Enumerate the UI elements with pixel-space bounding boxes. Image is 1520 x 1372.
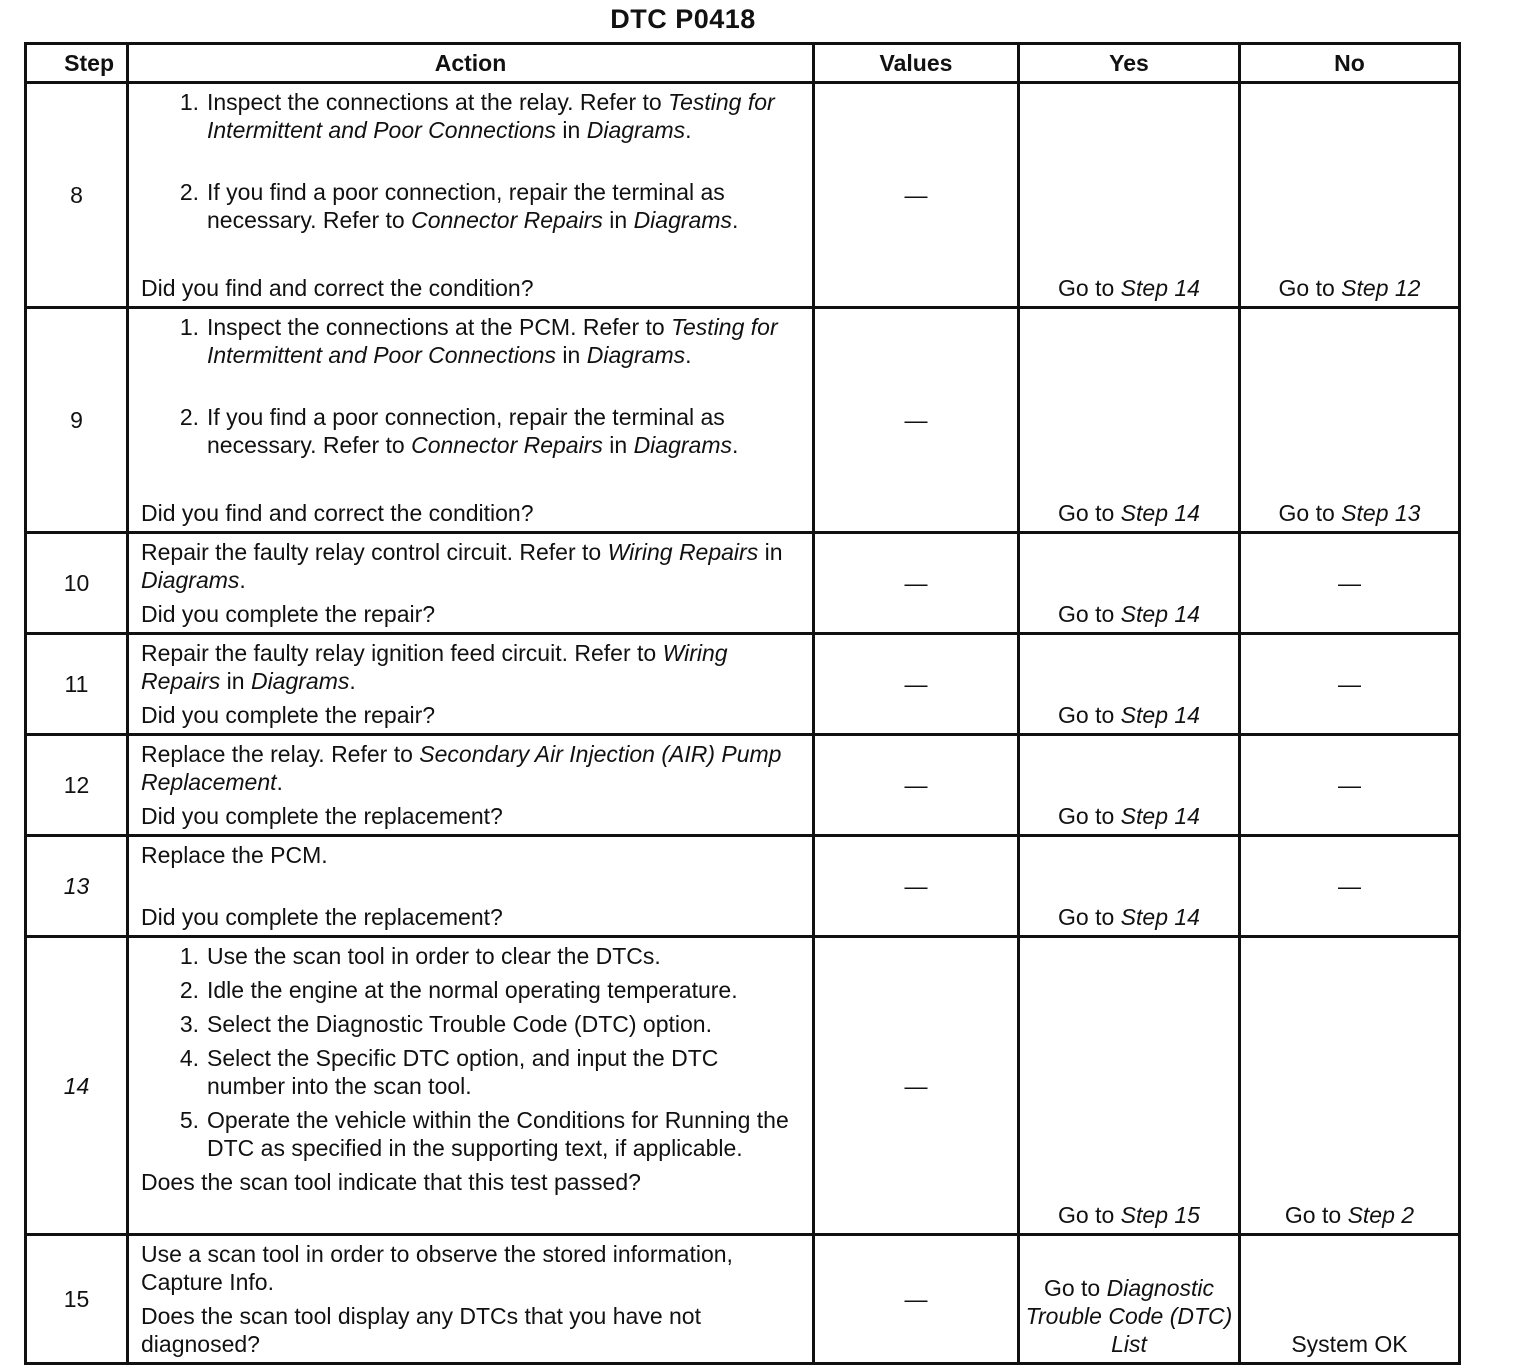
step-link: Step 14: [1120, 601, 1200, 627]
table-row: [26, 533, 1460, 634]
list-item: [141, 403, 800, 459]
step-number: 15: [26, 1235, 128, 1364]
yes-cell: Go to Step 14: [1019, 533, 1240, 634]
step-number: 9: [26, 308, 128, 533]
step-link: Step 12: [1341, 275, 1421, 301]
list-item: [141, 178, 800, 234]
values-cell: —: [814, 308, 1019, 533]
header-no: No: [1240, 44, 1460, 83]
action-cell: [128, 836, 814, 937]
list-text: Inspect the connections at the relay. Refer to Testing for Intermittent and Poor Connections in Diagrams.: [207, 89, 775, 143]
no-cell: System OK: [1240, 1235, 1460, 1364]
step-number: 8: [26, 83, 128, 308]
table-row: [26, 83, 1460, 308]
table-row: [26, 937, 1460, 1235]
list-text: Inspect the connections at the PCM. Refer to Testing for Intermittent and Poor Connections in Diagrams.: [207, 314, 778, 368]
action-cell: [128, 533, 814, 634]
list-item: [141, 88, 800, 144]
list-text: Operate the vehicle within the Conditions for Running the DTC as specified in the supporting text, if applicable.: [207, 1107, 789, 1161]
action-cell: [128, 634, 814, 735]
yes-cell: Go to Step 15: [1019, 937, 1240, 1235]
reference-link: Wiring Repairs: [607, 539, 759, 565]
step-link: Step 2: [1347, 1202, 1415, 1228]
action-cell: [128, 1235, 814, 1364]
page-title: DTC P0418: [610, 4, 756, 34]
list-number: 1.: [179, 314, 199, 340]
list-number: 1.: [179, 943, 199, 969]
action-text: Repair the faulty relay control circuit. Refer to Wiring Repairs in Diagrams.: [141, 539, 783, 593]
list-text: If you find a poor connection, repair the terminal as necessary. Refer to Connector Repairs in Diagrams.: [207, 179, 739, 233]
reference-link: Wiring Repairs: [141, 640, 728, 694]
question-text: Did you find and correct the condition?: [141, 500, 534, 526]
step-link: Step 14: [1120, 904, 1200, 930]
table-row: [26, 634, 1460, 735]
list-number: 3.: [179, 1011, 199, 1037]
yes-cell: Go to Step 14: [1019, 83, 1240, 308]
reference-link: Connector Repairs: [411, 432, 603, 458]
values-cell: —: [814, 533, 1019, 634]
values-cell: —: [814, 836, 1019, 937]
step-link: Step 14: [1120, 500, 1200, 526]
action-cell: [128, 937, 814, 1235]
step-number: 13: [26, 836, 128, 937]
action-cell: [128, 308, 814, 533]
list-number: 1.: [179, 89, 199, 115]
reference-link: Testing for Intermittent and Poor Connections: [207, 314, 778, 368]
list-item: [141, 1106, 800, 1162]
question-text: Did you complete the replacement?: [141, 904, 503, 930]
step-number: 12: [26, 735, 128, 836]
header-action: Action: [128, 44, 814, 83]
table-row: [26, 308, 1460, 533]
list-text: Use the scan tool in order to clear the DTCs.: [207, 943, 661, 969]
reference-link: Diagrams: [586, 117, 686, 143]
diagnostic-table: [24, 42, 1461, 1365]
list-item: [141, 1044, 800, 1100]
list-item: [141, 1010, 800, 1038]
list-text: If you find a poor connection, repair the terminal as necessary. Refer to Connector Repairs in Diagrams.: [207, 404, 739, 458]
list-item: [141, 976, 800, 1004]
values-cell: —: [814, 735, 1019, 836]
reference-link: Connector Repairs: [411, 207, 603, 233]
table-row: [26, 1235, 1460, 1364]
action-cell: [128, 735, 814, 836]
action-text: Repair the faulty relay ignition feed circuit. Refer to Wiring Repairs in Diagrams.: [141, 640, 728, 694]
no-cell: Go to Step 13: [1240, 308, 1460, 533]
list-number: 2.: [179, 179, 199, 205]
step-link: Step 13: [1341, 500, 1421, 526]
yes-cell: Go to Step 14: [1019, 735, 1240, 836]
question-text: Does the scan tool indicate that this test passed?: [141, 1169, 641, 1195]
no-cell: —: [1240, 533, 1460, 634]
question-text: Did you complete the repair?: [141, 601, 436, 627]
no-cell: —: [1240, 735, 1460, 836]
reference-link: Secondary Air Injection (AIR) Pump Replacement: [141, 741, 782, 795]
list-item: [141, 313, 800, 369]
values-cell: —: [814, 83, 1019, 308]
list-item: [141, 942, 800, 970]
reference-link: Testing for Intermittent and Poor Connections: [207, 89, 775, 143]
reference-link: Diagrams: [250, 668, 350, 694]
values-cell: —: [814, 1235, 1019, 1364]
step-number: 10: [26, 533, 128, 634]
reference-link: Diagrams: [141, 567, 240, 593]
step-link: Step 15: [1120, 1202, 1200, 1228]
question-text: Did you complete the repair?: [141, 702, 436, 728]
table-row: [26, 836, 1460, 937]
values-cell: —: [814, 634, 1019, 735]
list-number: 4.: [179, 1045, 199, 1071]
step-link: Step 14: [1120, 803, 1200, 829]
header-step: Step: [26, 44, 128, 83]
question-text: Did you complete the replacement?: [141, 803, 503, 829]
no-cell: Go to Step 2: [1240, 937, 1460, 1235]
list-number: 2.: [179, 404, 199, 430]
header-values: Values: [814, 44, 1019, 83]
step-number: 11: [26, 634, 128, 735]
reference-link: Diagrams: [633, 207, 732, 233]
header-row: [26, 44, 1460, 83]
no-cell: —: [1240, 836, 1460, 937]
action-cell: [128, 83, 814, 308]
list-number: 5.: [179, 1107, 199, 1133]
yes-cell: Go to Step 14: [1019, 308, 1240, 533]
table-row: [26, 735, 1460, 836]
values-cell: —: [814, 937, 1019, 1235]
question-text: Did you find and correct the condition?: [141, 275, 534, 301]
list-text: Select the Diagnostic Trouble Code (DTC) option.: [207, 1011, 712, 1037]
no-cell: —: [1240, 634, 1460, 735]
yes-cell: Go to Diagnostic Trouble Code (DTC) List: [1019, 1235, 1240, 1364]
reference-link: Diagrams: [586, 342, 686, 368]
action-text: Replace the PCM.: [141, 842, 328, 868]
yes-cell: Go to Step 14: [1019, 634, 1240, 735]
yes-cell: Go to Step 14: [1019, 836, 1240, 937]
step-link: Step 14: [1120, 702, 1200, 728]
step-link: Step 14: [1120, 275, 1200, 301]
header-yes: Yes: [1019, 44, 1240, 83]
reference-link: Diagrams: [633, 432, 732, 458]
list-text: Select the Specific DTC option, and input the DTC number into the scan tool.: [207, 1045, 719, 1099]
list-number: 2.: [179, 977, 199, 1003]
no-cell: Go to Step 12: [1240, 83, 1460, 308]
action-text: Replace the relay. Refer to Secondary Air Injection (AIR) Pump Replacement.: [141, 741, 782, 795]
action-text: Use a scan tool in order to observe the stored information, Capture Info.: [141, 1241, 733, 1295]
step-link: Diagnostic Trouble Code (DTC) List: [1025, 1275, 1233, 1357]
question-text: Does the scan tool display any DTCs that you have not diagnosed?: [141, 1303, 701, 1357]
list-text: Idle the engine at the normal operating temperature.: [207, 977, 738, 1003]
step-number: 14: [26, 937, 128, 1235]
